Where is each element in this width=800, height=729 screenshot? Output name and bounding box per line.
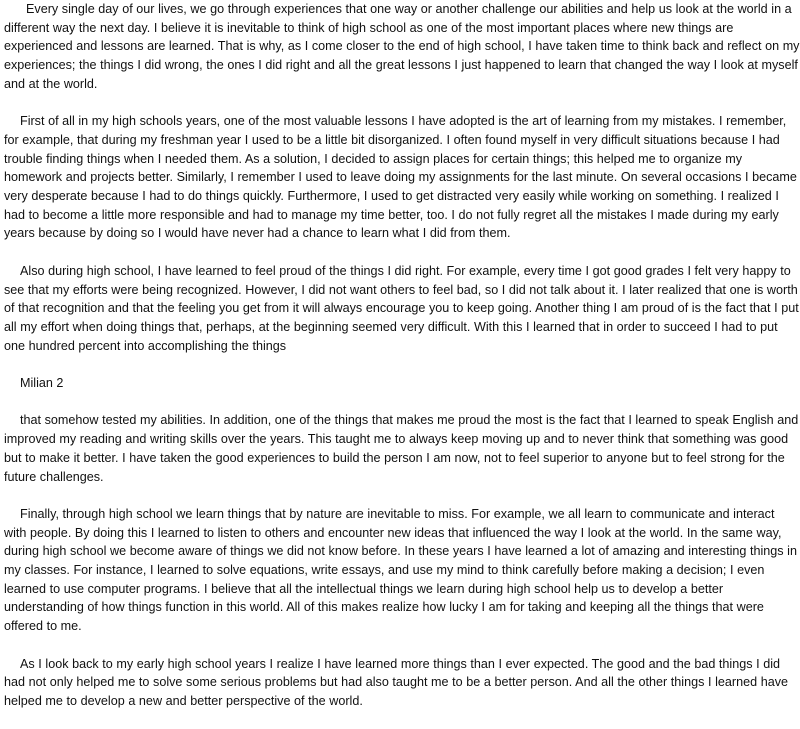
paragraph-mistakes: First of all in my high schools years, one of the most valuable lessons I have adopted is the art of learning from my mistakes. I remember, for example, that during my freshman year I used to be a little bit disorganized. I often found myself in very difficult situations because I had trouble finding things when I needed them. As a solution, I decided to assign places for certain things; this helped me to organize my homework and projects better. Similarly, I remember I used to leave doing my assignments for the last minute. On several occasions I became very desperate because I had to do things quickly. Furthermore, I used to get distracted very easily while working on something. I realized I had to become a little more responsible and had to manage my time better, too. I do not fully regret all the mistakes I made during my early years because by doing so I would have never had a chance to learn what I did from them. (4, 114, 797, 241)
paragraph-finally: Finally, through high school we learn things that by nature are inevitable to miss. For example, we all learn to communicate and interact with people. By doing this I learned to listen to others and encounter new ideas that influenced the way I look at the world. In the same way, during high school we become aware of things we did not know before. In these years I have learned a lot of amazing and interesting things in my classes. For instance, I learned to solve equations, write essays, and use my mind to think carefully before making a decision; I even learned to use computer programs. I believe that all the intellectual things we learn during high school help us to develop a better understanding of how things function in this world. All of this makes realize how lucky I am for taking and keeping all the things that were offered to me. (4, 506, 797, 634)
paragraph-introduction: Every single day of our lives, we go through experiences that one way or another challenge our abilities and help us look at the world in a different way the next day. I believe it is inevitable to think of high school as one of the most important places where new things are experienced and lessons are learned. That is why, as I come closer to the end of high school, I have taken time to think back and reflect on my experiences; the things I did wrong, the ones I did right and all the great lessons I just happened to learn that changed the way I look at myself and at the world. (4, 2, 800, 91)
paragraph-proud: Also during high school, I have learned to feel proud of the things I did right. For example, every time I got good grades I felt very happy to see that my efforts were being recognized. However, I did not want others to feel bad, so I did not talk about it. I later realized that one is worth of that recognition and that the feeling you get from it will always encourage you to keep going. Another thing I am proud of is the fact that I put all my effort when doing things that, perhaps, at the beginning seemed very difficult. With this I learned that in order to succeed I had to put one hundred percent into accomplishing the things (4, 263, 799, 353)
paragraph-continuation: that somehow tested my abilities. In addition, one of the things that makes me proud the most is the fact that I learned to speak English and improved my reading and writing skills over the years. This taught me to always keep moving up and to never think that something was good but to make it better. I have taken the good experiences to build the person I am now, not to feel superior to anyone but to feel strong for the future challenges. (4, 413, 799, 484)
paragraph-conclusion: As I look back to my early high school years I realize I have learned more things than I ever expected. The good and the bad things I did had not only helped me to solve some serious problems but had also taught me to be a better person. And all the other things I learned have helped me to develop a new and better perspective of the world. (4, 656, 789, 708)
essay-document (4, 0, 800, 729)
page-header-label: Milian 2 (20, 376, 64, 391)
